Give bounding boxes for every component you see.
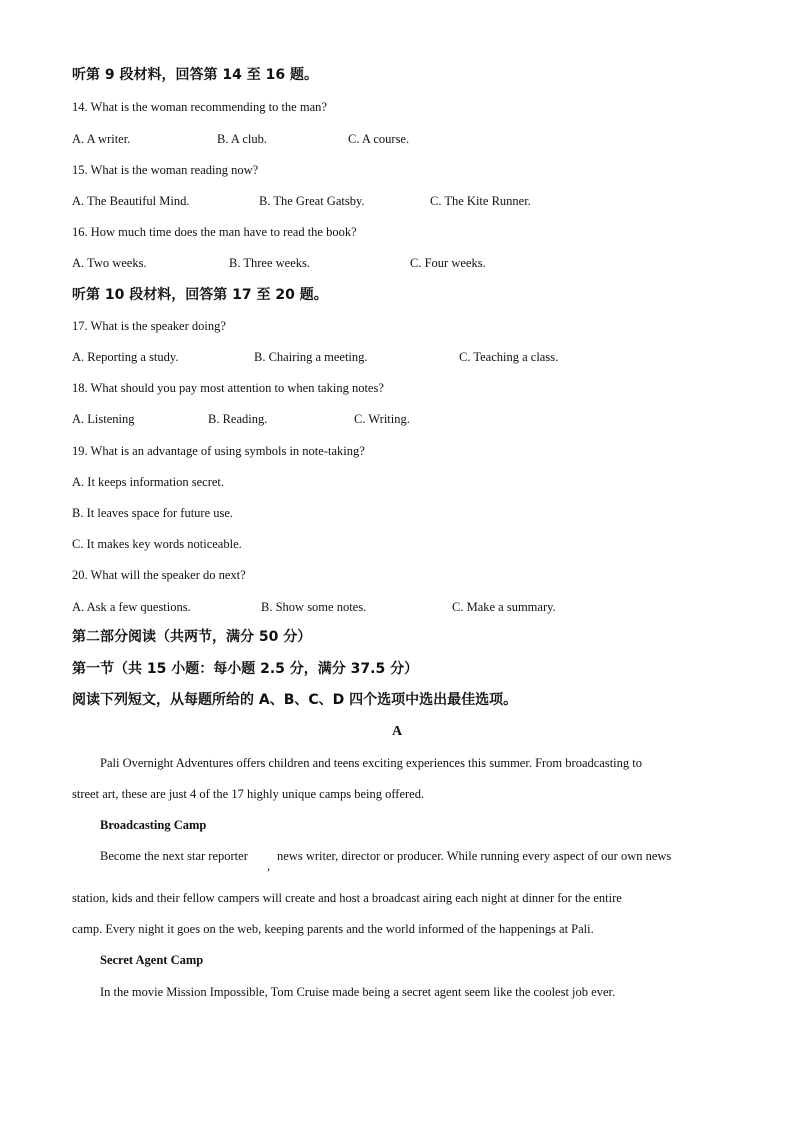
- section-heading-listening-9: 听第 9 段材料，回答第 14 至 16 题。: [72, 67, 318, 83]
- option-19-a: A. It keeps information secret.: [72, 475, 225, 489]
- question-18: 18. What should you pay most attention to when taking notes?: [72, 381, 384, 395]
- option-a: A. A writer.: [72, 132, 131, 146]
- question-20: 20. What will the speaker do next?: [72, 568, 246, 582]
- option-b: B. Reading.: [208, 412, 268, 426]
- option-c: C. The Kite Runner.: [430, 194, 531, 208]
- option-a: A. Ask a few questions.: [72, 600, 191, 614]
- question-17: 17. What is the speaker doing?: [72, 319, 226, 333]
- option-c: C. Teaching a class.: [459, 350, 559, 364]
- reading-instruction: 阅读下列短文，从每题所给的 A、B、C、D 四个选项中选出最佳选项。: [72, 692, 518, 708]
- option-c: C. Writing.: [354, 412, 410, 426]
- camp1-line-1a: Become the next star reporter: [100, 849, 248, 863]
- option-a: A. Two weeks.: [72, 256, 147, 270]
- option-19-b: B. It leaves space for future use.: [72, 506, 234, 520]
- part2-section1-heading: 第一节（共 15 小题：每小题 2.5 分，满分 37.5 分）: [72, 661, 419, 677]
- camp1-comma: ,: [267, 859, 271, 873]
- option-b: B. Three weeks.: [229, 256, 310, 270]
- camp-title-secret-agent: Secret Agent Camp: [100, 953, 204, 967]
- camp1-line-3: camp. Every night it goes on the web, keeping parents and the world informed of the happenings at Pali.: [72, 922, 594, 936]
- section-heading-listening-10: 听第 10 段材料，回答第 17 至 20 题。: [72, 287, 328, 303]
- option-b: B. Show some notes.: [261, 600, 367, 614]
- question-15: 15. What is the woman reading now?: [72, 163, 259, 177]
- passage-intro-line-2: street art, these are just 4 of the 17 highly unique camps being offered.: [72, 787, 425, 801]
- question-19: 19. What is an advantage of using symbols in note-taking?: [72, 444, 365, 458]
- camp-title-broadcasting: Broadcasting Camp: [100, 818, 207, 832]
- option-b: B. Chairing a meeting.: [254, 350, 368, 364]
- option-a: A. Reporting a study.: [72, 350, 179, 364]
- passage-intro-line-1: Pali Overnight Adventures offers children and teens exciting experiences this summer. From broadcasting to: [100, 756, 642, 770]
- option-b: B. The Great Gatsby.: [259, 194, 365, 208]
- camp1-line-2: station, kids and their fellow campers will create and host a broadcast airing each night at dinner for the entire: [72, 891, 622, 905]
- part2-heading: 第二部分阅读（共两节，满分 50 分）: [72, 629, 312, 645]
- question-14: 14. What is the woman recommending to the man?: [72, 100, 327, 114]
- camp1-line-1b: news writer, director or producer. While running every aspect of our own news: [277, 849, 672, 863]
- option-a: A. The Beautiful Mind.: [72, 194, 190, 208]
- option-c: C. Make a summary.: [452, 600, 556, 614]
- option-a: A. Listening: [72, 412, 135, 426]
- option-19-c: C. It makes key words noticeable.: [72, 537, 242, 551]
- option-b: B. A club.: [217, 132, 268, 146]
- option-c: C. A course.: [348, 132, 410, 146]
- question-16: 16. How much time does the man have to read the book?: [72, 225, 357, 239]
- camp2-line-1: In the movie Mission Impossible, Tom Cruise made being a secret agent seem like the coolest job ever.: [100, 985, 616, 999]
- option-c: C. Four weeks.: [410, 256, 486, 270]
- passage-label: A: [391, 724, 403, 739]
